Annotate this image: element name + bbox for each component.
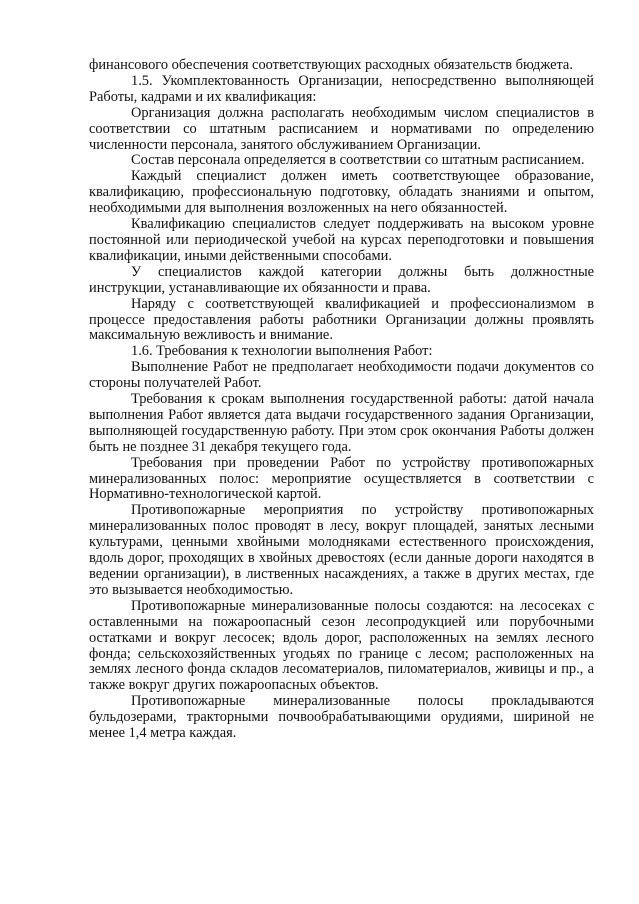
paragraph: У специалистов каждой категории должны быть должностные инструкции, устанавливающие их обязанности и права.: [89, 263, 594, 296]
paragraph: Требования к срокам выполнения государственной работы: датой начала выполнения Работ является дата выдачи государственного задания Организации, выполняющей государственную работу. При этом срок окончания Работы должен быть не позднее 31 декабря текущего года.: [89, 391, 594, 455]
paragraph: Противопожарные мероприятия по устройству противопожарных минерализованных полос проводят в лесу, вокруг площадей, занятых лесными культурами, ценными хвойными молодняками естественного происхождения, вдоль дорог, проходящих в хвойных древостоях (если данные дороги находятся в ведении организации), в лиственных насаждениях, а также в других местах, где это вызывается необходимостью.: [89, 502, 594, 598]
paragraph: Противопожарные минерализованные полосы создаются: на лесосеках с оставленными на пожароопасный сезон лесопродукцией или порубочными остатками и вокруг лесосек; вдоль дорог, расположенных на землях лесного фонда; сельскохозяйственных угодьях по границе с лесом; расположенных на землях лесного фонда складов лесоматериалов, пиломатериалов, живицы и пр., а также вокруг других пожароопасных объектов.: [89, 597, 594, 694]
document-page: [89, 58, 594, 742]
paragraph: Организация должна располагать необходимым числом специалистов в соответствии со штатным расписанием и нормативами по определению численности персонала, занятого обслуживанием Организации.: [89, 104, 594, 153]
paragraph: Наряду с соответствующей квалификацией и профессионализмом в процессе предоставления работы работники Организации должны проявлять максимальную вежливость и внимание.: [89, 295, 594, 344]
section-heading-1-5: 1.5. Укомплектованность Организации, непосредственно выполняющей Работы, кадрами и их квалификация:: [89, 72, 594, 105]
paragraph: Квалификацию специалистов следует поддерживать на высоком уровне постоянной или периодической учебой на курсах переподготовки и повышения квалификации, иными действенными способами.: [89, 216, 594, 264]
section-heading-1-6: 1.6. Требования к технологии выполнения Работ:: [131, 343, 433, 360]
paragraph: Каждый специалист должен иметь соответствующее образование, квалификацию, профессиональную подготовку, обладать знаниями и опытом, необходимыми для выполнения возложенных на него обязанностей.: [89, 168, 594, 217]
paragraph: Противопожарные минерализованные полосы прокладываются бульдозерами, тракторными почвообрабатывающими орудиями, шириной не менее 1,4 метра каждая.: [89, 693, 594, 742]
paragraph: Требования при проведении Работ по устройству противопожарных минерализованных полос: мероприятие осуществляется в соответствии с Нормативно-технологической картой.: [89, 454, 594, 503]
paragraph-continuation: финансового обеспечения соответствующих расходных обязательств бюджета.: [89, 57, 573, 73]
paragraph: Выполнение Работ не предполагает необходимости подачи документов со стороны получателей Работ.: [89, 359, 594, 392]
paragraph: Состав персонала определяется в соответствии со штатным расписанием.: [131, 152, 585, 169]
